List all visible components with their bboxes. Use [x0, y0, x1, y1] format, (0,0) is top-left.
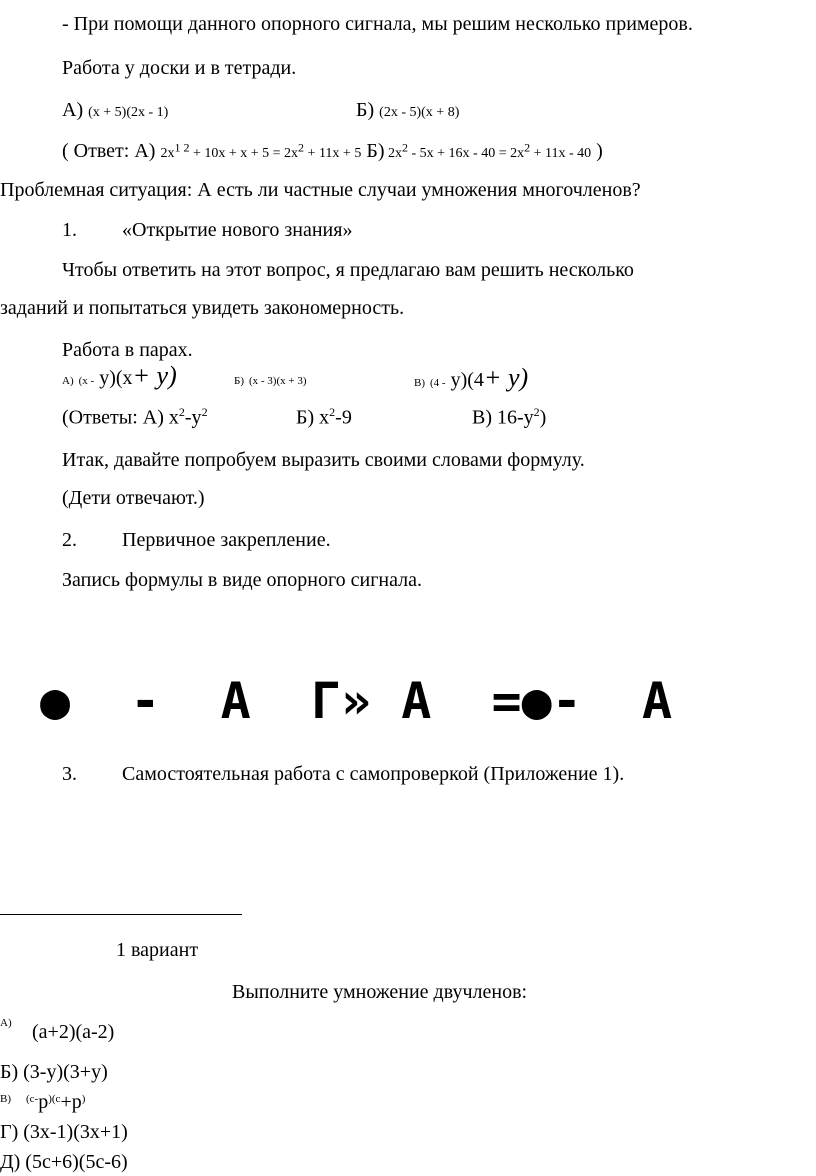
t: (x - 3)(x + 3): [248, 375, 307, 387]
task-b: Б) (3-y)(3+y): [0, 1061, 108, 1083]
task-d: Д) (5c+6)(5c-6): [0, 1151, 128, 1173]
text-line: (Дети отвечают.): [62, 487, 205, 509]
t: + y): [132, 361, 177, 390]
task-g: Г) (3x-1)(3x+1): [0, 1121, 128, 1143]
formula-signal: ● - A Г» A =●- A: [40, 672, 673, 730]
footnote-divider: [0, 914, 242, 915]
num: 3.: [62, 763, 77, 785]
example-b: [356, 100, 459, 120]
answer-line: [62, 141, 603, 161]
t: y)(x: [99, 367, 133, 389]
t: Б) x: [296, 406, 330, 429]
answers-v: [472, 406, 546, 428]
label: А): [62, 99, 84, 121]
t: ): [539, 406, 547, 429]
expr: (2x - 5)(x + 8): [379, 105, 460, 120]
num: 1.: [62, 219, 77, 241]
t: ): [81, 1093, 86, 1105]
example-a: [62, 100, 168, 120]
t: 2: [298, 140, 305, 155]
t: 2x: [160, 146, 175, 161]
heading: «Открытие нового знания»: [122, 219, 353, 241]
pair-v: [414, 365, 528, 391]
t: + 10x + x + 5 = 2x: [189, 146, 299, 161]
t: А): [0, 1017, 12, 1029]
t: 2: [178, 405, 185, 419]
t: 2x: [384, 146, 402, 161]
t: Б): [234, 375, 244, 387]
text-line: Итак, давайте попробуем выразить своими словами формулу.: [62, 449, 585, 471]
t: В): [414, 377, 425, 389]
text-line: Чтобы ответить на этот вопрос, я предлагаю вам решить несколько: [62, 259, 634, 281]
t: +p: [60, 1091, 82, 1113]
text-line: Проблемная ситуация: А есть ли частные случаи умножения многочленов?: [0, 179, 641, 201]
pair-a: [62, 363, 177, 389]
t: )(c: [48, 1093, 61, 1105]
t: (c-: [26, 1093, 39, 1105]
t: (x -: [78, 375, 95, 387]
label: Б): [356, 99, 375, 121]
t: 2: [524, 140, 531, 155]
text-line: заданий и попытаться увидеть закономерность.: [0, 297, 405, 319]
t: -y: [184, 406, 202, 429]
heading: Первичное закрепление.: [122, 529, 331, 551]
text-line: Работа в парах.: [62, 339, 193, 361]
t: 1 2: [174, 140, 190, 155]
t: 2: [329, 405, 336, 419]
pair-b: [234, 368, 307, 388]
expr: (x + 5)(2x - 1): [88, 105, 169, 120]
t: 2: [201, 405, 208, 419]
t: А): [62, 375, 74, 387]
t: (Ответы: А) x: [62, 406, 179, 429]
t: ): [591, 140, 603, 162]
heading: Самостоятельная работа с самопроверкой (Приложение 1).: [122, 763, 625, 785]
text-line: Работа у доски и в тетради.: [62, 57, 297, 79]
t: + 11x + 5: [304, 146, 362, 161]
num: 2.: [62, 529, 77, 551]
t: В) 16-y: [472, 406, 534, 429]
t: 2: [533, 405, 540, 419]
t: + 11x - 40: [530, 146, 592, 161]
t: ( Ответ: А): [62, 140, 156, 162]
task-v: [0, 1086, 86, 1113]
t: (4 -: [430, 377, 446, 389]
t: p: [38, 1091, 49, 1113]
t: + y): [483, 363, 529, 392]
answers-b: [296, 406, 352, 428]
text-line: - При помощи данного опорного сигнала, мы решим несколько примеров.: [62, 13, 693, 35]
t: Б): [361, 140, 385, 162]
answers-a: [62, 406, 208, 428]
task-a: (a+2)(a-2): [32, 1021, 115, 1043]
t: 2: [401, 140, 408, 155]
t: В): [0, 1093, 11, 1105]
t: -9: [335, 406, 352, 429]
t: y)(4: [450, 369, 484, 391]
text-line: Запись формулы в виде опорного сигнала.: [62, 569, 423, 591]
task-title: Выполните умножение двучленов:: [232, 981, 528, 1003]
variant-title: 1 вариант: [116, 939, 199, 961]
t: - 5x + 16x - 40 = 2x: [407, 146, 525, 161]
